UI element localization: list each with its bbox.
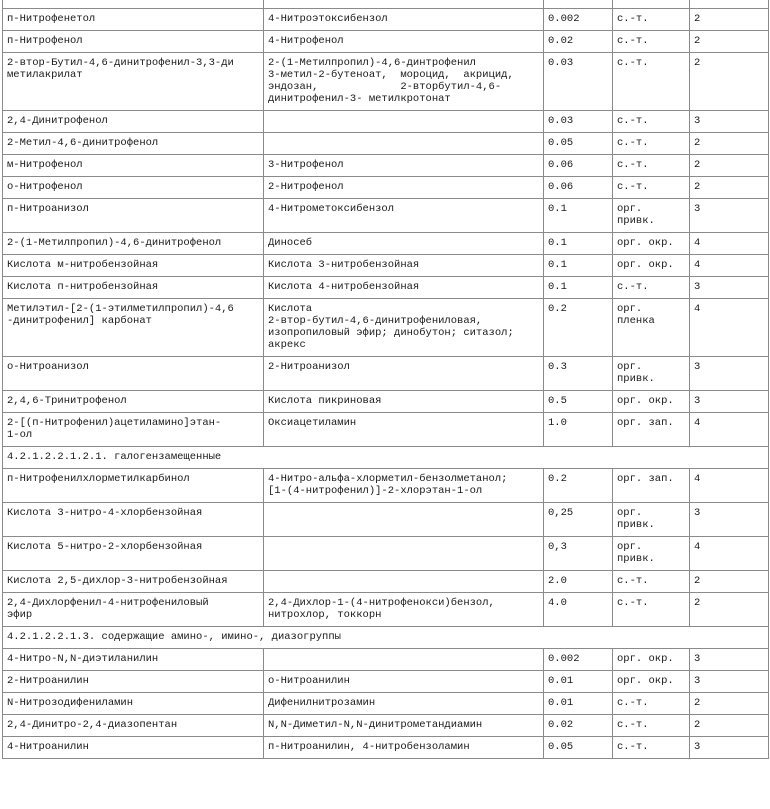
substance-name-cell: Кислота м-нитробензойная: [3, 255, 264, 277]
limiting-sign-cell: орг. привк.: [613, 503, 690, 537]
concentration-value-cell: 0.2: [544, 299, 613, 357]
concentration-value-cell: 0.01: [544, 671, 613, 693]
substance-name-cell: п-Нитроанизол: [3, 199, 264, 233]
hazard-class-cell: 3: [690, 391, 769, 413]
concentration-value-cell: 0.3: [544, 357, 613, 391]
hazard-class-cell: 2: [690, 53, 769, 111]
substance-name-cell: п-Нитрофенол: [3, 31, 264, 53]
synonyms-cell: Кислота 3-нитробензойная: [264, 255, 544, 277]
limiting-sign-cell: с.-т.: [613, 31, 690, 53]
table-row: [3, 9, 769, 31]
table-row: [3, 737, 769, 759]
hazard-class-cell: 4: [690, 233, 769, 255]
limiting-sign-cell: с.-т.: [613, 111, 690, 133]
limiting-sign-cell: орг. привк.: [613, 357, 690, 391]
substance-name-cell: 2,4-Динитро-2,4-диазопентан: [3, 715, 264, 737]
synonyms-cell: [264, 537, 544, 571]
limiting-sign-cell: орг. привк.: [613, 537, 690, 571]
concentration-value-cell: 0.03: [544, 111, 613, 133]
hazard-class-cell: 3: [690, 357, 769, 391]
table-row: [3, 111, 769, 133]
synonyms-cell: 4-Нитро-альфа-хлорметил-бензолметанол; [1-(4-нитрофенил)]-2-хлорэтан-1-ол: [264, 469, 544, 503]
limiting-sign-cell: орг. зап.: [613, 469, 690, 503]
table-row: [3, 199, 769, 233]
table-row: [3, 715, 769, 737]
blank-cell: [264, 0, 544, 9]
table-row: [3, 277, 769, 299]
concentration-value-cell: 0.5: [544, 391, 613, 413]
synonyms-cell: Дифенилнитрозамин: [264, 693, 544, 715]
hazard-class-cell: 4: [690, 537, 769, 571]
blank-cell: [690, 0, 769, 9]
hazard-class-cell: 2: [690, 593, 769, 627]
limiting-sign-cell: с.-т.: [613, 53, 690, 111]
section-heading: 4.2.1.2.2.1.3. содержащие амино-, имино-, диазогруппы: [3, 627, 769, 649]
table-row: [3, 233, 769, 255]
concentration-value-cell: 0.06: [544, 177, 613, 199]
concentration-value-cell: 0.03: [544, 53, 613, 111]
substance-name-cell: 2-втор-Бутил-4,6-динитрофенил-3,3-ди метилакрилат: [3, 53, 264, 111]
synonyms-cell: Кислота пикриновая: [264, 391, 544, 413]
limiting-sign-cell: орг. окр.: [613, 391, 690, 413]
substance-name-cell: 2,4-Дихлорфенил-4-нитрофениловый эфир: [3, 593, 264, 627]
concentration-value-cell: 0.05: [544, 737, 613, 759]
hazard-class-cell: 2: [690, 9, 769, 31]
synonyms-cell: [264, 503, 544, 537]
synonyms-cell: 2-(1-Метилпропил)-4,6-динтрофенил 3-метил-2-бутеноат, мороцид, акрицид, эндозан, 2-вторбутил-4,6- динитрофенил-3- метилкротонат: [264, 53, 544, 111]
synonyms-cell: 4-Нитрофенол: [264, 31, 544, 53]
section-heading-row: [3, 447, 769, 469]
hazard-class-cell: 3: [690, 649, 769, 671]
hazard-class-cell: 4: [690, 299, 769, 357]
concentration-value-cell: 0,25: [544, 503, 613, 537]
blank-cell: [544, 0, 613, 9]
substance-name-cell: п-Нитрофенилхлорметилкарбинол: [3, 469, 264, 503]
table-row: [3, 503, 769, 537]
table-row: [3, 255, 769, 277]
table-row: [3, 391, 769, 413]
hazard-class-cell: 2: [690, 571, 769, 593]
synonyms-cell: о-Нитроанилин: [264, 671, 544, 693]
hazard-class-cell: 4: [690, 469, 769, 503]
table-row: [3, 593, 769, 627]
hazard-class-cell: 3: [690, 111, 769, 133]
concentration-value-cell: 0.05: [544, 133, 613, 155]
synonyms-cell: [264, 571, 544, 593]
synonyms-cell: 3-Нитрофенол: [264, 155, 544, 177]
concentration-value-cell: 0.06: [544, 155, 613, 177]
synonyms-cell: Диносеб: [264, 233, 544, 255]
substance-name-cell: Метилэтил-[2-(1-этилметилпропил)-4,6 -динитрофенил] карбонат: [3, 299, 264, 357]
table-row: [3, 31, 769, 53]
table-row: [3, 469, 769, 503]
hazard-class-cell: 3: [690, 503, 769, 537]
substance-name-cell: Кислота п-нитробензойная: [3, 277, 264, 299]
substance-name-cell: 2,4,6-Тринитрофенол: [3, 391, 264, 413]
substance-name-cell: 2-Нитроанилин: [3, 671, 264, 693]
concentration-value-cell: 0.1: [544, 199, 613, 233]
table-row: [3, 299, 769, 357]
concentration-value-cell: 0.002: [544, 649, 613, 671]
concentration-value-cell: 0,3: [544, 537, 613, 571]
hazard-class-cell: 3: [690, 671, 769, 693]
synonyms-cell: 4-Нитроэтоксибензол: [264, 9, 544, 31]
hazard-class-cell: 3: [690, 737, 769, 759]
concentration-value-cell: 2.0: [544, 571, 613, 593]
table-row: [3, 357, 769, 391]
hazard-class-cell: 4: [690, 255, 769, 277]
hazard-class-cell: 2: [690, 133, 769, 155]
substance-name-cell: Кислота 3-нитро-4-хлорбензойная: [3, 503, 264, 537]
substance-name-cell: о-Нитрофенол: [3, 177, 264, 199]
synonyms-cell: [264, 649, 544, 671]
limiting-sign-cell: с.-т.: [613, 277, 690, 299]
limiting-sign-cell: орг. пленка: [613, 299, 690, 357]
limiting-sign-cell: с.-т.: [613, 133, 690, 155]
concentration-value-cell: 0.02: [544, 31, 613, 53]
limiting-sign-cell: с.-т.: [613, 9, 690, 31]
synonyms-cell: N,N-Диметил-N,N-динитрометандиамин: [264, 715, 544, 737]
limiting-sign-cell: орг. окр.: [613, 649, 690, 671]
substance-name-cell: Кислота 2,5-дихлор-3-нитробензойная: [3, 571, 264, 593]
table-row: [3, 649, 769, 671]
substance-name-cell: 4-Нитроанилин: [3, 737, 264, 759]
synonyms-cell: 4-Нитрометоксибензол: [264, 199, 544, 233]
table-row: [3, 413, 769, 447]
limiting-sign-cell: орг. окр.: [613, 671, 690, 693]
concentration-value-cell: 1.0: [544, 413, 613, 447]
section-heading: 4.2.1.2.2.1.2.1. галогензамещенные: [3, 447, 769, 469]
synonyms-cell: [264, 111, 544, 133]
concentration-value-cell: 0.1: [544, 255, 613, 277]
substance-name-cell: 2-Метил-4,6-динитрофенол: [3, 133, 264, 155]
synonyms-cell: [264, 133, 544, 155]
table-row: [3, 671, 769, 693]
substance-name-cell: 2-(1-Метилпропил)-4,6-динитрофенол: [3, 233, 264, 255]
concentration-value-cell: 0.1: [544, 233, 613, 255]
hazard-class-cell: 3: [690, 277, 769, 299]
limiting-sign-cell: с.-т.: [613, 737, 690, 759]
concentration-value-cell: 4.0: [544, 593, 613, 627]
limiting-sign-cell: с.-т.: [613, 177, 690, 199]
substance-name-cell: 2,4-Динитрофенол: [3, 111, 264, 133]
hazard-class-cell: 4: [690, 413, 769, 447]
synonyms-cell: 2-Нитрофенол: [264, 177, 544, 199]
substance-name-cell: м-Нитрофенол: [3, 155, 264, 177]
table-body: [3, 0, 769, 759]
hazard-class-cell: 3: [690, 199, 769, 233]
table-row: [3, 155, 769, 177]
substance-name-cell: N-Нитрозодифениламин: [3, 693, 264, 715]
concentration-value-cell: 0.02: [544, 715, 613, 737]
synonyms-cell: 2,4-Дихлор-1-(4-нитрофенокси)бензол, нитрохлор, токкорн: [264, 593, 544, 627]
table-row: [3, 177, 769, 199]
substance-name-cell: п-Нитрофенетол: [3, 9, 264, 31]
synonyms-cell: п-Нитроанилин, 4-нитробензоламин: [264, 737, 544, 759]
substance-name-cell: 2-[(п-Нитрофенил)ацетиламино]этан- 1-ол: [3, 413, 264, 447]
limiting-sign-cell: с.-т.: [613, 693, 690, 715]
limiting-sign-cell: орг. окр.: [613, 233, 690, 255]
hazard-class-cell: 2: [690, 31, 769, 53]
substances-table: [2, 0, 769, 759]
table-row: [3, 133, 769, 155]
synonyms-cell: Оксиацетиламин: [264, 413, 544, 447]
hazard-class-cell: 2: [690, 715, 769, 737]
table-row: [3, 693, 769, 715]
concentration-value-cell: 0.01: [544, 693, 613, 715]
section-heading-row: [3, 627, 769, 649]
limiting-sign-cell: с.-т.: [613, 715, 690, 737]
limiting-sign-cell: с.-т.: [613, 155, 690, 177]
concentration-value-cell: 0.1: [544, 277, 613, 299]
hazard-class-cell: 2: [690, 693, 769, 715]
synonyms-cell: Кислота 4-нитробензойная: [264, 277, 544, 299]
limiting-sign-cell: с.-т.: [613, 571, 690, 593]
table-row: [3, 537, 769, 571]
synonyms-cell: 2-Нитроанизол: [264, 357, 544, 391]
concentration-value-cell: 0.2: [544, 469, 613, 503]
substance-name-cell: о-Нитроанизол: [3, 357, 264, 391]
synonyms-cell: Кислота 2-втор-бутил-4,6-динитрофениловая, изопропиловый эфир; динобутон; ситазол; акрекс: [264, 299, 544, 357]
substance-name-cell: 4-Нитро-N,N-диэтиланилин: [3, 649, 264, 671]
substance-name-cell: Кислота 5-нитро-2-хлорбензойная: [3, 537, 264, 571]
blank-cell: [613, 0, 690, 9]
hazard-class-cell: 2: [690, 155, 769, 177]
limiting-sign-cell: орг. зап.: [613, 413, 690, 447]
concentration-value-cell: 0.002: [544, 9, 613, 31]
table-row: [3, 53, 769, 111]
table-row: [3, 571, 769, 593]
table-top-edge-row: [3, 0, 769, 9]
blank-cell: [3, 0, 264, 9]
limiting-sign-cell: орг. окр.: [613, 255, 690, 277]
hazard-class-cell: 2: [690, 177, 769, 199]
limiting-sign-cell: с.-т.: [613, 593, 690, 627]
limiting-sign-cell: орг. привк.: [613, 199, 690, 233]
